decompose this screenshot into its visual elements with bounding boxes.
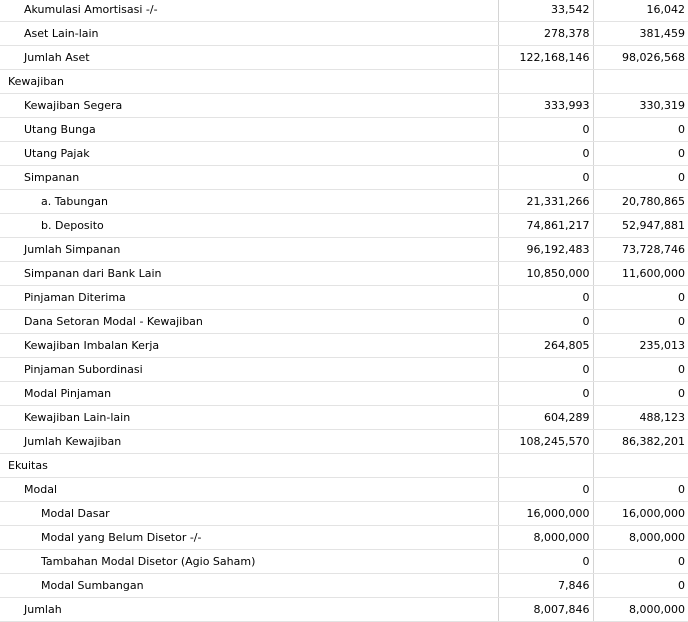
row-label: Tambahan Modal Disetor (Agio Saham): [0, 550, 498, 574]
row-value-previous: 488,123: [593, 406, 688, 430]
table-row: [0, 262, 688, 286]
row-value-current: 0: [498, 478, 593, 502]
row-value-current: 0: [498, 142, 593, 166]
row-value-previous: 16,042: [593, 0, 688, 22]
row-value-previous: [593, 454, 688, 478]
table-row: [0, 22, 688, 46]
row-value-previous: 0: [593, 118, 688, 142]
table-row: [0, 70, 688, 94]
table-row: [0, 478, 688, 502]
row-value-current: 0: [498, 118, 593, 142]
row-label: Modal yang Belum Disetor -/-: [0, 526, 498, 550]
table-row: [0, 598, 688, 622]
row-label: Modal Sumbangan: [0, 574, 498, 598]
table-row: [0, 358, 688, 382]
row-value-current: 604,289: [498, 406, 593, 430]
table-row: [0, 550, 688, 574]
row-value-current: 0: [498, 550, 593, 574]
row-label: Kewajiban: [0, 70, 498, 94]
row-value-current: 0: [498, 358, 593, 382]
row-value-previous: 0: [593, 478, 688, 502]
table-row: [0, 454, 688, 478]
row-value-previous: 381,459: [593, 22, 688, 46]
row-value-previous: [593, 70, 688, 94]
row-label: Simpanan dari Bank Lain: [0, 262, 498, 286]
row-value-current: 0: [498, 382, 593, 406]
row-value-current: 278,378: [498, 22, 593, 46]
table-row: [0, 334, 688, 358]
table-row: [0, 526, 688, 550]
row-value-current: 8,000,000: [498, 526, 593, 550]
row-value-current: 0: [498, 286, 593, 310]
row-value-current: [498, 70, 593, 94]
table-row: [0, 310, 688, 334]
row-label: Jumlah Simpanan: [0, 238, 498, 262]
table-row: [0, 166, 688, 190]
row-label: Simpanan: [0, 166, 498, 190]
row-value-previous: 52,947,881: [593, 214, 688, 238]
row-value-current: 74,861,217: [498, 214, 593, 238]
table-row: [0, 502, 688, 526]
row-label: Utang Pajak: [0, 142, 498, 166]
row-value-current: 333,993: [498, 94, 593, 118]
table-row: [0, 406, 688, 430]
row-value-previous: 98,026,568: [593, 46, 688, 70]
row-value-previous: 0: [593, 142, 688, 166]
row-value-previous: 0: [593, 574, 688, 598]
row-value-previous: 86,382,201: [593, 430, 688, 454]
row-label: Modal: [0, 478, 498, 502]
row-label: Jumlah Kewajiban: [0, 430, 498, 454]
row-value-previous: 0: [593, 550, 688, 574]
row-value-previous: 11,600,000: [593, 262, 688, 286]
row-value-previous: 8,000,000: [593, 598, 688, 622]
row-label: Aset Lain-lain: [0, 22, 498, 46]
row-label: Utang Bunga: [0, 118, 498, 142]
table-row: [0, 190, 688, 214]
row-label: a. Tabungan: [0, 190, 498, 214]
row-value-current: 96,192,483: [498, 238, 593, 262]
table-row: [0, 382, 688, 406]
row-value-current: 7,846: [498, 574, 593, 598]
row-label: Jumlah: [0, 598, 498, 622]
row-label: Jumlah Aset: [0, 46, 498, 70]
row-value-previous: 0: [593, 166, 688, 190]
row-label: Kewajiban Lain-lain: [0, 406, 498, 430]
row-value-previous: 20,780,865: [593, 190, 688, 214]
table-row: [0, 574, 688, 598]
row-value-current: 10,850,000: [498, 262, 593, 286]
row-value-current: 0: [498, 166, 593, 190]
table-row: [0, 142, 688, 166]
table-row: [0, 118, 688, 142]
row-label: b. Deposito: [0, 214, 498, 238]
table-row: [0, 238, 688, 262]
table-row: [0, 0, 688, 22]
row-value-previous: 330,319: [593, 94, 688, 118]
row-value-previous: 8,000,000: [593, 526, 688, 550]
row-value-current: [498, 454, 593, 478]
table-row: [0, 46, 688, 70]
row-label: Ekuitas: [0, 454, 498, 478]
row-value-previous: 0: [593, 382, 688, 406]
table-row: [0, 214, 688, 238]
row-label: Pinjaman Diterima: [0, 286, 498, 310]
row-label: Akumulasi Amortisasi -/-: [0, 0, 498, 22]
row-value-previous: 0: [593, 286, 688, 310]
row-label: Pinjaman Subordinasi: [0, 358, 498, 382]
row-label: Kewajiban Segera: [0, 94, 498, 118]
row-value-previous: 73,728,746: [593, 238, 688, 262]
row-value-current: 108,245,570: [498, 430, 593, 454]
row-value-current: 8,007,846: [498, 598, 593, 622]
row-value-previous: 235,013: [593, 334, 688, 358]
row-value-current: 16,000,000: [498, 502, 593, 526]
row-label: Modal Pinjaman: [0, 382, 498, 406]
row-value-current: 33,542: [498, 0, 593, 22]
row-label: Kewajiban Imbalan Kerja: [0, 334, 498, 358]
table-row: [0, 286, 688, 310]
row-label: Modal Dasar: [0, 502, 498, 526]
row-value-current: 122,168,146: [498, 46, 593, 70]
row-value-current: 264,805: [498, 334, 593, 358]
row-value-previous: 0: [593, 310, 688, 334]
table-row: [0, 94, 688, 118]
table-row: [0, 430, 688, 454]
row-label: Dana Setoran Modal - Kewajiban: [0, 310, 498, 334]
row-value-current: 21,331,266: [498, 190, 593, 214]
row-value-previous: 16,000,000: [593, 502, 688, 526]
row-value-current: 0: [498, 310, 593, 334]
row-value-previous: 0: [593, 358, 688, 382]
